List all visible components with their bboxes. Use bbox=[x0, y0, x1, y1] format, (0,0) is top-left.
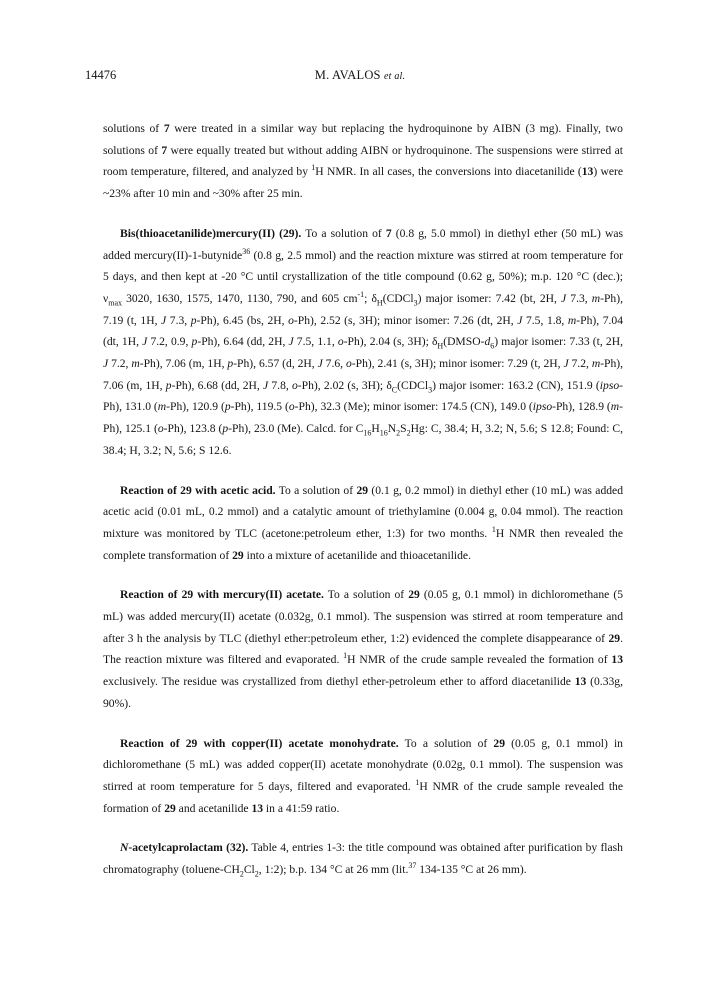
paragraph-reaction-acetic-acid: Reaction of 29 with acetic acid. To a solution of 29 (0.1 g, 0.2 mmol) in diethyl ether (10 mL) was added acetic acid (0.01 mL, 0.2 mmol) and a catalytic amount of triethylamine (0.004 g, 0.04 mmol). The reaction mixture was monitored by TLC (acetone:petroleum ether, 1:3) for two months. $^1$H NMR then revealed the complete transformation of 29 into a mixture of acetanilide and thioacetanilide. bbox=[103, 483, 624, 562]
section-heading: Reaction of 29 with acetic acid. bbox=[120, 483, 276, 497]
section-heading: Bis(thioacetanilide)mercury(II) (29). bbox=[120, 226, 302, 240]
paragraph-n-acetylcaprolactam: N-acetylcaprolactam (32). Table 4, entries 1-3: the title compound was obtained after purification by flash chromatography ($toluene-CH_2Cl_2$, 1:2); b.p. 134 °C at 26 mm (lit.$^{37}$ 134-135 °C at 26 mm). bbox=[103, 841, 623, 879]
article-body bbox=[103, 118, 623, 881]
paragraph-reaction-copper-acetate: Reaction of 29 with copper(II) acetate monohydrate. To a solution of 29 (0.05 g, 0.1 mmol) in dichloromethane (5 mL) was added copper(II) acetate monohydrate (0.02g, 0.1 mmol). The suspension was stirred at room temperature for 5 days, filtered and evaporated. $^1$H NMR of the crude sample revealed the formation of 29 and acetanilide 13 in a 41:59 ratio. bbox=[103, 736, 623, 815]
paragraph-bis-thioacetanilide-mercury: Bis(thioacetanilide)mercury(II) (29). To a solution of 7 (0.8 g, 5.0 mmol) in diethyl ether (50 mL) was added mercury(II)-1-butynide$^{36}$ (0.8 g, 2.5 mmol) and the reaction mixture was stirred at room temperature for 5 days, and then kept at -20 °C until crystallization of the title compound (0.62 g, 50%); m.p. 120 °C (dec.); $\nu_{max}$ 3020, 1630, 1575, 1470, 1130, 790, and 605 $cm^{-1}$; $\delta_H(CDCl_3)$ major isomer: 7.42 (bt, 2H, J 7.3, m-Ph), 7.19 (t, 1H, J 7.3, p-Ph), 6.45 (bs, 2H, o-Ph), 2.52 (s, 3H); minor isomer: 7.26 (dt, 2H, J 7.5, 1.8, m-Ph), 7.04 (dt, 1H, J 7.2, 0.9, p-Ph), 6.64 (dd, 2H, J 7.5, 1.1, o-Ph), 2.04 (s, 3H); $\delta_H(DMSO-d_6)$ major isomer: 7.33 (t, 2H, J 7.2, m-Ph), 7.06 (m, 1H, p-Ph), 6.57 (d, 2H, J 7.6, o-Ph), 2.41 (s, 3H); minor isomer: 7.29 (t, 2H, J 7.2, m-Ph), 7.06 (m, 1H, p-Ph), 6.68 (dd, 2H, J 7.8, o-Ph), 2.02 (s, 3H); $\delta_C(CDCl_3)$ major isomer: 163.2 (CN), 151.9 (ipso-Ph), 131.0 (m-Ph), 120.9 (p-Ph), 119.5 (o-Ph), 32.3 (Me); minor isomer: 174.5 (CN), 149.0 (ipso-Ph), 128.9 (m-Ph), 125.1 (o-Ph), 123.8 (p-Ph), 23.0 (Me). Calcd. for $C_{16}H_{16}N_2S_2Hg$: C, 38.4; H, 3.2; N, 5.6; S 12.8; Found: C, 38.4; H, 3.2; N, 5.6; S 12.6. bbox=[103, 226, 624, 457]
paragraph-reaction-mercury-acetate: Reaction of 29 with mercury(II) acetate. To a solution of 29 (0.05 g, 0.1 mmol) in dichloromethane (5 mL) was added mercury(II) acetate (0.032g, 0.1 mmol). The suspension was stirred at room temperature and after 3 h the analysis by TLC (diethyl ether:petroleum ether, 1:2) evidenced the complete disappearance of 29. The reaction mixture was filtered and evaporated. $^1$H NMR of the crude sample revealed the formation of 13 exclusively. The residue was crystallized from diethyl ether-petroleum ether to afford diacetanilide 13 (0.33g, 90%). bbox=[103, 588, 623, 710]
paragraph-continuation: solutions of 7 were treated in a similar way but replacing the hydroquinone by AIBN (3 mg). Finally, two solutions of 7 were equally treated but without adding AIBN or hydroquinone. The suspensions were stirred at room temperature, filtered, and analyzed by $^1$H NMR. In all cases, the conversions into diacetanilide (13) were ~23% after 10 min and ~30% after 25 min. bbox=[103, 122, 623, 201]
running-header bbox=[85, 68, 635, 88]
section-heading: Reaction of 29 with mercury(II) acetate. bbox=[120, 588, 324, 602]
section-heading: Reaction of 29 with copper(II) acetate monohydrate. bbox=[120, 736, 399, 750]
page-number: 14476 bbox=[85, 68, 117, 82]
section-heading: N-acetylcaprolactam (32). bbox=[120, 841, 249, 855]
author-name: M. AVALOS bbox=[314, 68, 381, 82]
et-al: et al. bbox=[384, 71, 406, 82]
running-title bbox=[85, 68, 635, 83]
